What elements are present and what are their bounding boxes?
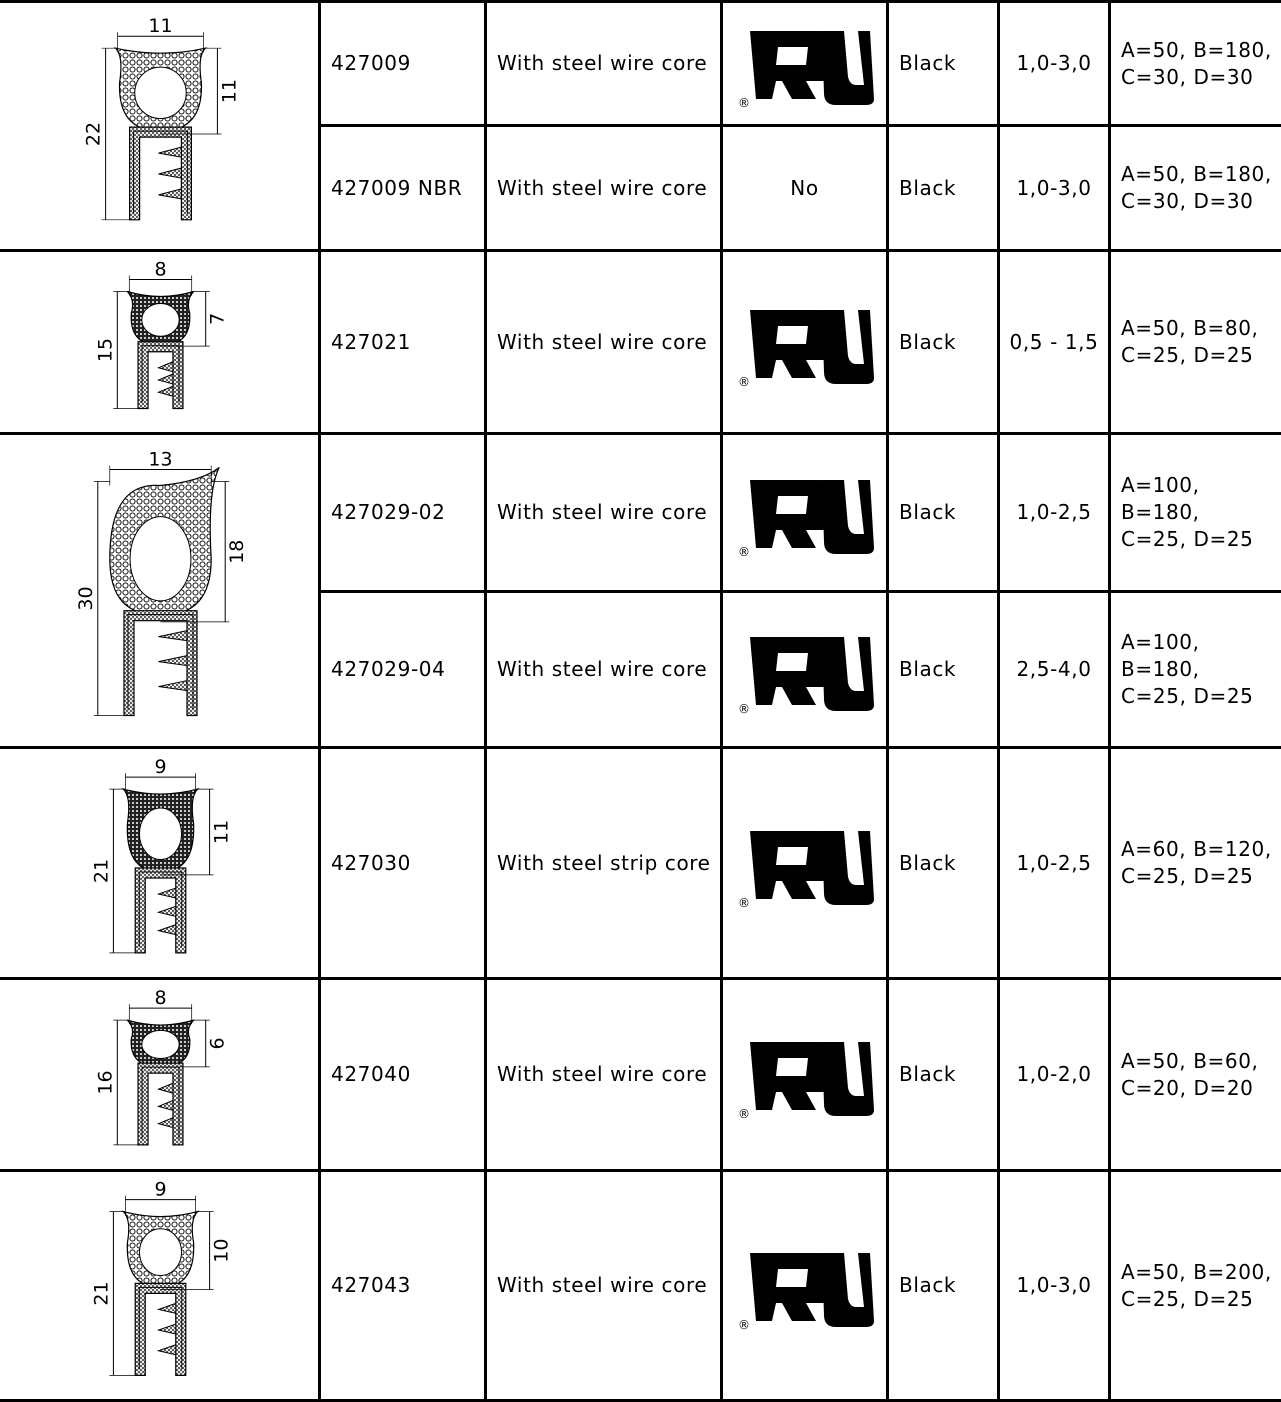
profile-width-label: 11: [148, 15, 173, 38]
profile-width-label: 8: [154, 987, 167, 1010]
profile-bulb-label: 18: [226, 539, 249, 564]
ur-recognized-icon: [736, 1241, 876, 1337]
profile-height-label: 21: [90, 858, 113, 884]
row-divider: [0, 1169, 1281, 1172]
ur-recognized-icon: [736, 298, 876, 394]
cell-dimensions: A=60, B=120, C=25, D=25: [1121, 837, 1272, 888]
ur-recognized-icon: [736, 819, 876, 915]
cell-article-number: 427009 NBR: [331, 175, 463, 200]
cell-core-description: With steel strip core: [497, 850, 711, 875]
profile-width-label: 9: [154, 756, 167, 779]
cell-article-number: 427029-04: [331, 657, 446, 681]
cell-clamping-range: 1,0-3,0: [1016, 51, 1092, 75]
cell-core-description: With steel wire core: [497, 1273, 708, 1297]
profile-drawing: [3, 435, 318, 746]
cell-core-description: With steel wire core: [497, 51, 708, 75]
cell-dimensions: A=50, B=200, C=25, D=25: [1121, 1259, 1272, 1311]
profile-height-label: 22: [82, 121, 105, 147]
registered-mark: ®: [738, 96, 750, 110]
cell-approval: No: [790, 175, 819, 200]
profile-bulb-label: 6: [206, 1037, 229, 1050]
cell-core-description: With steel wire core: [497, 500, 708, 524]
cell-color: Black: [899, 850, 957, 875]
ur-recognized-icon: [736, 468, 876, 564]
registered-mark: ®: [738, 1318, 750, 1332]
cell-clamping-range: 1,0-2,5: [1016, 850, 1092, 875]
profile-drawing: [3, 252, 318, 432]
profile-height-label: 30: [74, 586, 97, 611]
cell-clamping-range: 1,0-2,0: [1016, 1062, 1092, 1086]
cell-article-number: 427040: [331, 1062, 411, 1086]
ur-recognized-icon: [736, 625, 876, 721]
cell-dimensions: A=50, B=180, C=30, D=30: [1121, 37, 1272, 89]
cell-color: Black: [899, 1273, 957, 1297]
cell-article-number: 427030: [331, 850, 411, 875]
cell-article-number: 427043: [331, 1273, 411, 1297]
row-divider: [0, 977, 1281, 980]
ur-recognized-icon: [736, 19, 876, 115]
cell-core-description: With steel wire core: [497, 329, 708, 354]
cell-dimensions: A=100, B=180, C=25, D=25: [1121, 630, 1254, 708]
cell-color: Black: [899, 51, 957, 75]
profile-width-label: 9: [154, 1178, 167, 1201]
row-divider: [0, 0, 1281, 3]
row-divider: [318, 124, 1281, 127]
row-divider: [0, 432, 1281, 435]
profile-width-label: 13: [148, 448, 173, 471]
column-divider: [720, 0, 723, 1402]
cell-color: Black: [899, 175, 957, 200]
profile-height-label: 21: [90, 1281, 113, 1306]
profile-drawing: [3, 980, 318, 1169]
profile-drawing: [3, 1172, 318, 1399]
profile-drawing: [3, 749, 318, 977]
column-divider: [484, 0, 487, 1402]
ur-recognized-icon: [736, 1030, 876, 1126]
cell-color: Black: [899, 500, 957, 524]
cell-dimensions: A=50, B=80, C=25, D=25: [1121, 316, 1259, 367]
cell-article-number: 427009: [331, 51, 411, 75]
cell-color: Black: [899, 329, 957, 354]
profile-bulb-label: 10: [210, 1238, 233, 1263]
cell-clamping-range: 2,5-4,0: [1016, 657, 1092, 681]
cell-color: Black: [899, 657, 957, 681]
registered-mark: ®: [738, 895, 750, 910]
cell-article-number: 427029-02: [331, 500, 446, 524]
profile-drawing: [3, 3, 318, 249]
row-divider: [0, 249, 1281, 252]
cell-article-number: 427021: [331, 329, 411, 354]
row-divider: [318, 590, 1281, 593]
cell-clamping-range: 0,5 - 1,5: [1009, 329, 1099, 354]
registered-mark: ®: [738, 374, 750, 389]
column-divider: [318, 0, 321, 1402]
cell-dimensions: A=100, B=180, C=25, D=25: [1121, 473, 1254, 551]
profile-height-label: 16: [94, 1070, 117, 1095]
row-divider: [0, 746, 1281, 749]
column-divider: [997, 0, 1000, 1402]
profile-bulb-label: 11: [210, 819, 233, 845]
column-divider: [1108, 0, 1111, 1402]
profile-bulb-label: 7: [206, 312, 229, 325]
cell-clamping-range: 1,0-3,0: [1016, 175, 1092, 200]
cell-dimensions: A=50, B=180, C=30, D=30: [1121, 162, 1272, 213]
cell-core-description: With steel wire core: [497, 1062, 708, 1086]
cell-clamping-range: 1,0-3,0: [1016, 1273, 1092, 1297]
registered-mark: ®: [738, 1107, 750, 1121]
cell-color: Black: [899, 1062, 957, 1086]
cell-core-description: With steel wire core: [497, 175, 708, 200]
profile-width-label: 8: [154, 258, 167, 281]
profile-height-label: 15: [94, 337, 117, 363]
cell-core-description: With steel wire core: [497, 657, 708, 681]
cell-dimensions: A=50, B=60, C=20, D=20: [1121, 1048, 1259, 1100]
registered-mark: ®: [738, 702, 750, 716]
profile-bulb-label: 11: [218, 79, 241, 104]
column-divider: [886, 0, 889, 1402]
registered-mark: ®: [738, 545, 750, 559]
cell-clamping-range: 1,0-2,5: [1016, 500, 1092, 524]
